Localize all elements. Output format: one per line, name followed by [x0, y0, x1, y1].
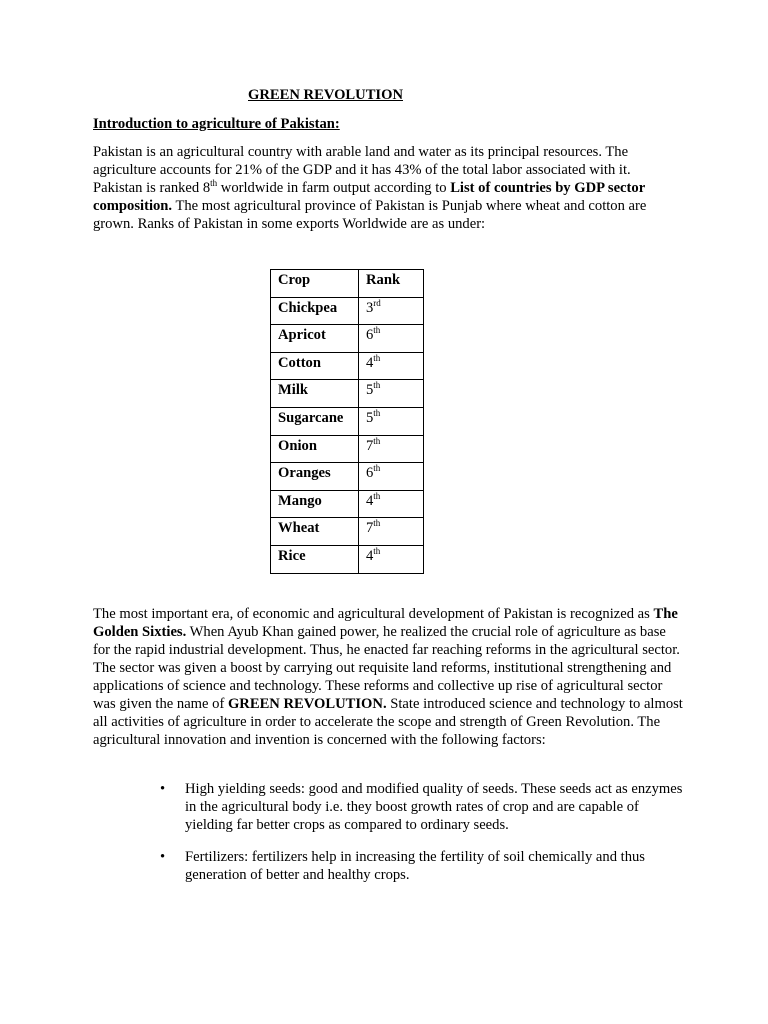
rank-cell: [359, 490, 424, 518]
intro-bold-link: List of countries by GDP sector composition.: [93, 180, 645, 214]
intro-text-2: worldwide in farm output according to: [217, 180, 451, 196]
section-heading: Introduction to agriculture of Pakistan:: [93, 116, 340, 132]
header-rank: Rank: [359, 270, 424, 298]
rank-cell: [359, 380, 424, 408]
rank-cell: [359, 407, 424, 435]
rank-number: 4: [366, 547, 374, 564]
crop-cell: Cotton: [271, 352, 359, 380]
table-header-row: [271, 270, 424, 298]
rank-number: 5: [366, 382, 374, 399]
table-row: [271, 545, 424, 573]
list-item: • High yielding seeds: good and modified quality of seeds. These seeds act as enzymes in the agricultural body i.e. they boost growth rates of crop and are capable of yielding far better crops as compared to ordinary seeds.: [185, 780, 685, 834]
rank-suffix: rd: [373, 297, 381, 308]
rank-number: 6: [366, 327, 374, 344]
era-bold-2: GREEN REVOLUTION.: [227, 696, 387, 712]
crop-cell: Rice: [271, 545, 359, 573]
page-title: GREEN REVOLUTION: [248, 87, 403, 103]
rank-cell: [359, 297, 424, 325]
rank-suffix: th: [373, 408, 381, 419]
rank-number: 7: [366, 520, 374, 537]
crop-cell: Wheat: [271, 518, 359, 546]
table-row: [271, 518, 424, 546]
rank-number: 6: [366, 465, 374, 482]
crop-cell: Mango: [271, 490, 359, 518]
list-item: • Fertilizers: fertilizers help in increasing the fertility of soil chemically and thus generation of better and healthy crops.: [185, 848, 685, 884]
table-row: [271, 325, 424, 353]
rank-suffix: th: [373, 463, 381, 474]
rank-cell: [359, 325, 424, 353]
rank-suffix: th: [373, 380, 381, 391]
era-bold-1: The Golden Sixties.: [93, 606, 678, 640]
intro-superscript: th: [210, 178, 218, 189]
crop-cell: Chickpea: [271, 297, 359, 325]
table-row: [271, 407, 424, 435]
factor-list: [185, 780, 685, 898]
rank-number: 4: [366, 492, 374, 509]
table-row: [271, 380, 424, 408]
rank-cell: [359, 518, 424, 546]
crop-cell: Onion: [271, 435, 359, 463]
rank-number: 7: [366, 437, 374, 454]
intro-text-1: Pakistan is an agricultural country with arable land and water as its principal resources. The agriculture accounts for 21% of the GDP and it has 43% of the total labor associated with it. Pakistan is ranked 8: [93, 144, 631, 196]
rank-cell: [359, 352, 424, 380]
rank-suffix: th: [373, 546, 381, 557]
table-row: [271, 490, 424, 518]
era-paragraph: [93, 605, 683, 749]
crop-cell: Milk: [271, 380, 359, 408]
table-row: [271, 352, 424, 380]
crop-cell: Sugarcane: [271, 407, 359, 435]
rank-suffix: th: [373, 490, 381, 501]
crop-cell: Oranges: [271, 463, 359, 491]
rank-cell: [359, 463, 424, 491]
header-crop: Crop: [271, 270, 359, 298]
rank-suffix: th: [373, 518, 381, 529]
era-text-3: State introduced science and technology to almost all activities of agriculture in order to accelerate the scope and strength of Green Revolution. The agricultural innovation and invention is concerned with the following factors:: [93, 696, 683, 748]
era-text-1: The most important era, of economic and agricultural development of Pakistan is recognized as: [93, 606, 654, 622]
rank-suffix: th: [373, 352, 381, 363]
rank-suffix: th: [373, 435, 381, 446]
intro-text-3: The most agricultural province of Pakistan is Punjab where wheat and cotton are grown. Ranks of Pakistan in some exports Worldwide are as under:: [93, 198, 647, 232]
rank-cell: [359, 545, 424, 573]
rank-number: 5: [366, 409, 374, 426]
rank-number: 3: [366, 299, 374, 316]
intro-paragraph: [93, 143, 683, 233]
table-row: [271, 297, 424, 325]
era-text-2: When Ayub Khan gained power, he realized the crucial role of agriculture as base for the rapid industrial development. Thus, he enacted far reaching reforms in the agricultural sector. The sector was given a boost by carrying out requisite land reforms, institutional strengthening and applications of science and technology. These reforms and collective up rise of agricultural sector was given the name of: [93, 624, 680, 712]
crop-rank-table: [270, 269, 424, 574]
rank-number: 4: [366, 354, 374, 371]
rank-cell: [359, 435, 424, 463]
table-row: [271, 463, 424, 491]
table-row: [271, 435, 424, 463]
rank-suffix: th: [373, 325, 381, 336]
crop-cell: Apricot: [271, 325, 359, 353]
